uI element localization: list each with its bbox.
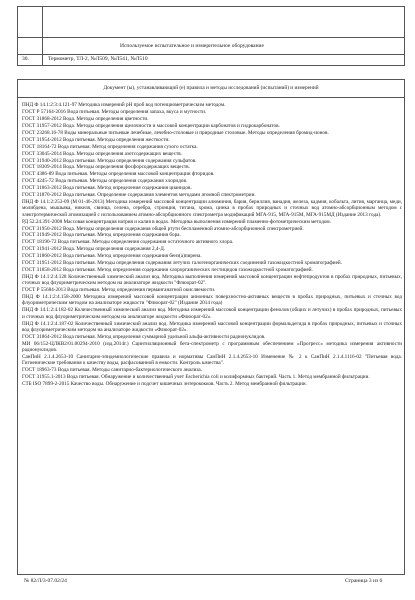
method-entry: ГОСТ 31868-2012 Вода. Методы определения цветности. [22, 115, 149, 122]
method-entry: ПНД Ф 14.1:2:4.182-02 Количественный химический анализ вод. Методика измерений массовой концентрации фенолов (общих и летучих) в пробах природных, питьевых и сточных вод флуориметрическим методом на анализаторе жидкости «Флюорат-02». [22, 307, 402, 320]
method-entry: РД 52.24.391-2008 Массовая концентрация натрия и калия в водах. Методика выполнения измерений пламенно-фотометрическим методом. [22, 218, 331, 225]
method-entry: ПНД Ф 14.1:2:4.187-02 Количественный химический анализ вод. Методика измерений массовой концентрации формальдегида в пробах природных, питьевых и сточных вод флуориметрическим методом на анализаторе жидкости «Флюорат-02». [22, 320, 402, 333]
document-number: № 82/Л/3-07.02/24 [24, 578, 67, 584]
method-entry: ГОСТ 18164-72 Вода питьевая. Метод определения содержания сухого остатка. [22, 143, 198, 150]
method-entry: ГОСТ 31858-2012 Вода питьевая. Метод определения содержания хлорорганических пестицидов газожидкостной хроматографией. [22, 267, 313, 274]
method-entry: ГОСТ 4245-72 Вода питьевая. Методы определения содержания хлоридов. [22, 178, 188, 185]
method-entry: ГОСТ 31951-2012 Вода питьевая. Методы определения содержания летучих галогенорганических соединений газожидкостной хроматографией. [22, 260, 342, 267]
method-entry: ГОСТ 31950-2012 Вода. Методы определения содержания общей ртути беспламенной атомно-абсорбционной спектрометрией. [22, 225, 304, 232]
method-entry: ГОСТ 23268.16-78 Воды минеральные питьевые лечебные, лечебно-столовые и природные столовые. Методы определения бромид-ионов. [22, 129, 329, 136]
page-number: Страница 3 из 6 [345, 578, 383, 584]
methods-table-header: Документ (ы), устанавливающий (е) правила и методы исследований (испытаний) и измерений [18, 80, 404, 98]
method-entry: ГОСТ 33045-2014 Вода. Методы определения азотсодержащих веществ. [22, 150, 183, 157]
method-entry: ГОСТ 31864-2012 Вода питьевая. Метод определения суммарной удельной альфа-активности радионуклидов. [22, 333, 266, 340]
method-entry: ГОСТ 31954-2012 Вода питьевая. Методы определения жесткости. [22, 136, 170, 143]
method-entry: ГОСТ 18309-2014 Вода. Методы определения фосфорсодержащих веществ. [22, 164, 190, 171]
method-entry: ГОСТ 18963-73 Вода питьевая. Методы санитарно-бактериологического анализа. [22, 367, 203, 374]
method-entry: ГОСТ 31955.1-2013 Вода питьевая. Обнаружение и количественный учет Escherichia coli и колиформных бактерий. Часть 1. Метод мембранной фильтрации. [22, 374, 370, 380]
method-entry: ГОСТ 31949-2012 Вода питьевая. Метод определения содержания бора. [22, 232, 181, 239]
equipment-table-header: Используемое испытательное и измерительное оборудование [120, 43, 264, 49]
row-text: Термометр, ТЛ-2, №Л509, №Л541, №Л510 [48, 56, 148, 62]
method-entry: ГОСТ 31940-2012 Вода питьевая. Методы определения содержания сульфатов. [22, 157, 197, 164]
method-entry: СТБ ISO 7899-2-2015 Качество воды. Обнаружение и подсчет кишечных энтерококков. Часть 2. Метод мембранной фильтрации. [22, 380, 307, 387]
method-entry: ПНД Ф 14.1:2:4.128 Количественный химический анализ вод. Методика выполнения измерений массовой концентрации нефтепродуктов в пробах природных, питьевых, сточных вод флуориметрическим методом на анализаторе жидкости "Флюорат-02". [22, 274, 402, 287]
method-entry: СанПиН 2.1.4.2653-10 Санитарно-эпидемиологические правила и нормативы СанПиН 2.1.4.2653-10 Изменение № 2 к СанПиН 2.1.4.1116-02 "Питьевая вода. Гигиенические требования к качеству воды, расфасованной в емкости. Контроль качества". [22, 353, 402, 367]
equipment-table-header-row [18, 37, 404, 55]
method-entry: ГОСТ 4386-89 Вода питьевая. Методы определения массовой концентрации фторидов. [22, 171, 215, 178]
method-entry: ГОСТ 31870-2012 Вода питьевая. Определение содержания элементов методами атомной спектрометрии. [22, 192, 256, 199]
method-entry: ГОСТ 31860-2012 Вода питьевая. Метод определения содержания бенз(а)пирена. [22, 253, 202, 260]
method-entry: ПНД Ф 14.1:2:253-09 (М 01-46-2013) Методика измерений массовой концентрации алюминия, бария, бериллия, ванадия, железа, кадмия, кобальта, лития, марганца, меди, молибдена, мышьяка, никеля, свинца, селена, серебра, стронция, титана, хрома, цинка в пробах природных и сточных вод атомно-абсорбционным методом с электротермической атомизацией с использованием атомно-абсорбционного спектрометра модификаций МГА-915, МГА-915М, МГА-915МД (Издание 2013 года). [22, 199, 402, 218]
method-entry: ГОСТ 31941-2012 Вода. Методы определения содержания 2,4-Д. [22, 246, 166, 253]
method-entry: ГОСТ 31863-2012 Вода питьевая. Метод определения содержания цианидов. [22, 185, 192, 192]
method-entry: ПНД Ф 14.1:2:3:4.121-97 Методика измерений pH проб вод потенциометрическим методом. [22, 102, 226, 108]
equipment-table-top-row [18, 7, 404, 38]
method-entry: ПНД Ф 14.1:2:4.158-2000 Методика измерений массовой концентрации анионных поверхностно-активных веществ в пробах природных, питьевых и сточных вод флуориметрическим методом на анализаторе жидкости "Флюорат-02" (Издание 2014 года) [22, 294, 402, 307]
method-entry: ГОСТ Р 55684-2013 Вода питьевая. Метод определения перманганатной окисляемости. [22, 287, 216, 294]
methods-list [22, 102, 402, 388]
row-number: 30. [22, 56, 29, 62]
method-entry: МИ 06/152-ЦЛКВ2/01.00294-2010 (изд.2014г.) Сцинтилляционный бета-спектрометр с программным обеспечением «Прогресс» методика измерения активности радионуклидов. [22, 340, 402, 353]
methods-table [17, 79, 405, 575]
method-entry: ГОСТ 31957-2012 Вода. Методы определения щелочности и массовой концентрации карбонатов и гидрокарбонатов. [22, 122, 280, 129]
method-entry: ГОСТ Р 57164-2016 Вода питьевая. Методы определения запаха, вкуса и мутности. [22, 108, 207, 115]
method-entry: ГОСТ 18190-72 Вода питьевая. Методы определения содержания остаточного активного хлора. [22, 239, 234, 246]
equipment-table-row [18, 54, 404, 65]
equipment-table [17, 6, 405, 66]
